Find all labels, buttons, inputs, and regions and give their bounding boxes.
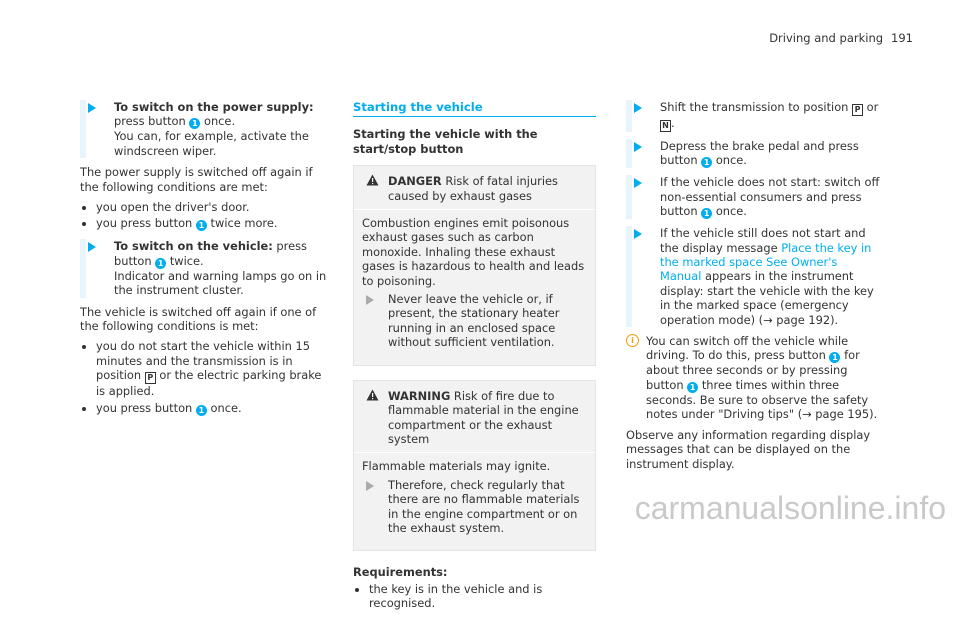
list-text: you do not start the vehicle within 15 minutes and the transmission is in position [96, 339, 310, 383]
warning-box [353, 380, 596, 552]
gear-n-icon: N [660, 120, 671, 132]
button-1-icon: 1 [196, 220, 207, 231]
step-text: Shift the transmission to position [660, 100, 853, 114]
danger-step [362, 292, 587, 350]
warning-body-text: Flammable materials may ignite. [362, 459, 551, 474]
warning-step-text: Therefore, check regularly that there are no flammable materials in the engine compartment or on the exhaust system. [388, 477, 580, 535]
section-title: Starting the vehicle [353, 100, 596, 117]
step-text: . [671, 116, 675, 130]
list-item [96, 401, 330, 416]
danger-body-text: Combustion engines emit poisonous exhaust gases such as carbon monoxide. Inhaling these exhaust gases is hazardous to health and leads to poisoning. [362, 216, 585, 288]
list-item: • the key is in the vehicle and is recognised. [369, 582, 596, 611]
step-text: press button [114, 239, 307, 268]
warning-label: WARNING [388, 388, 451, 403]
page-ref-link[interactable]: → page 195 [802, 407, 870, 422]
display-message: Place the key in the marked space See Owner's Manual [660, 240, 872, 284]
paragraph: The power supply is switched off again if the following conditions are met: [80, 165, 313, 194]
warning-head-text: Risk of fire due to flammable material in the engine compartment or the exhaust system [388, 388, 579, 446]
column-3 [626, 100, 881, 477]
step-text: You can, for example, activate the windscreen wiper. [114, 129, 309, 158]
gear-p-icon: P [852, 104, 863, 116]
step-arrow-icon [88, 242, 96, 252]
danger-label: DANGER [388, 174, 442, 189]
note-text: ). [869, 407, 878, 422]
step-text: If the vehicle does not start: switch off non-essential consumers and press button [660, 175, 880, 219]
step-arrow-icon [634, 178, 642, 188]
danger-body [354, 210, 595, 365]
step-arrow-icon [366, 481, 374, 491]
list-item: • you open the driver's door. [96, 200, 330, 214]
warning-step [362, 478, 587, 536]
bullet-list [80, 200, 330, 231]
danger-box [353, 165, 596, 365]
page-ref-link[interactable]: → page 192 [763, 312, 831, 327]
warning-body [354, 453, 595, 550]
button-1-icon: 1 [189, 118, 200, 129]
requirements-title: Requirements: [353, 565, 448, 580]
note-text: three times within three seconds. Be sure to observe the safety notes under "Driving tips" ( [646, 377, 869, 422]
step-power-supply [80, 100, 330, 158]
header-section: Driving and parking [769, 31, 884, 45]
step-text: Depress the brake pedal and press button [660, 139, 859, 168]
step-arrow-icon [634, 103, 642, 113]
step-text: press button [114, 114, 190, 129]
step-lead: To switch on the vehicle: [114, 239, 273, 254]
page-header [769, 31, 913, 45]
paragraph: Observe any information regarding display messages that can be displayed on the instrument display. [626, 427, 871, 471]
button-1-icon: 1 [829, 352, 840, 363]
step-text: Indicator and warning lamps go on in the instrument cluster. [114, 268, 327, 298]
sub-title: Starting the vehicle with the start/stop button [353, 127, 538, 156]
step-arrow-icon [634, 142, 642, 152]
list-item [96, 339, 330, 398]
paragraph: The vehicle is switched off again if one of the following conditions is met: [80, 304, 317, 334]
step-bar [626, 226, 632, 327]
step-arrow-icon [366, 295, 374, 305]
watermark: carmanualsonline.info [634, 490, 946, 526]
danger-head [354, 166, 595, 210]
step-text: appears in the instrument display: start the vehicle with the key in the marked space (emergency operation mode) ( [660, 269, 874, 327]
step-emergency [626, 226, 881, 327]
button-1-icon: 1 [155, 258, 166, 269]
list-text: you press button [96, 400, 196, 415]
step-text: twice. [166, 253, 204, 268]
step-text: once. [712, 153, 747, 168]
step-text: once. [712, 204, 747, 219]
gear-p-icon: P [145, 372, 156, 384]
step-text: or [863, 100, 879, 114]
column-1 [80, 100, 330, 424]
button-1-icon: 1 [687, 382, 698, 393]
bullet-list [80, 339, 330, 415]
step-bar [80, 239, 86, 297]
step-text: ). [830, 312, 839, 327]
step-brake [626, 139, 881, 168]
step-bar [80, 100, 86, 158]
step-bar [626, 139, 632, 168]
warning-triangle-icon [366, 389, 379, 404]
info-icon: i [626, 334, 639, 347]
step-arrow-icon [634, 229, 642, 239]
danger-head-text: Risk of fatal injuries caused by exhaust gases [388, 174, 558, 203]
list-item [96, 216, 330, 231]
column-2 [353, 100, 596, 619]
button-1-icon: 1 [196, 405, 207, 416]
note-text: You can switch off the vehicle while driving. To do this, press button [646, 334, 849, 363]
list-text: once. [206, 400, 242, 415]
list-text: or the electric parking brake is applied. [96, 368, 322, 399]
list-text: you press button [96, 216, 193, 231]
note-text: for about three seconds or by pressing button [646, 348, 860, 392]
step-text: If the vehicle still does not start and the display message [660, 226, 866, 255]
requirements-list [353, 582, 596, 611]
step-bar [626, 100, 632, 132]
step-shift [626, 100, 881, 132]
page-number: 191 [891, 31, 913, 45]
step-text: once. [200, 114, 236, 129]
step-not-start [626, 175, 881, 219]
step-arrow-icon [88, 103, 96, 113]
warning-triangle-icon [366, 174, 379, 189]
step-vehicle [80, 239, 330, 297]
danger-step-text: Never leave the vehicle or, if present, the stationary heater running in an enclosed space without sufficient ventilation. [388, 292, 560, 350]
button-1-icon: 1 [701, 157, 712, 168]
list-text: twice more. [210, 216, 278, 231]
button-1-icon: 1 [701, 208, 712, 219]
info-note [626, 334, 881, 422]
warning-head [354, 381, 595, 454]
step-bar [626, 175, 632, 219]
step-lead: To switch on the power supply: [114, 100, 314, 114]
